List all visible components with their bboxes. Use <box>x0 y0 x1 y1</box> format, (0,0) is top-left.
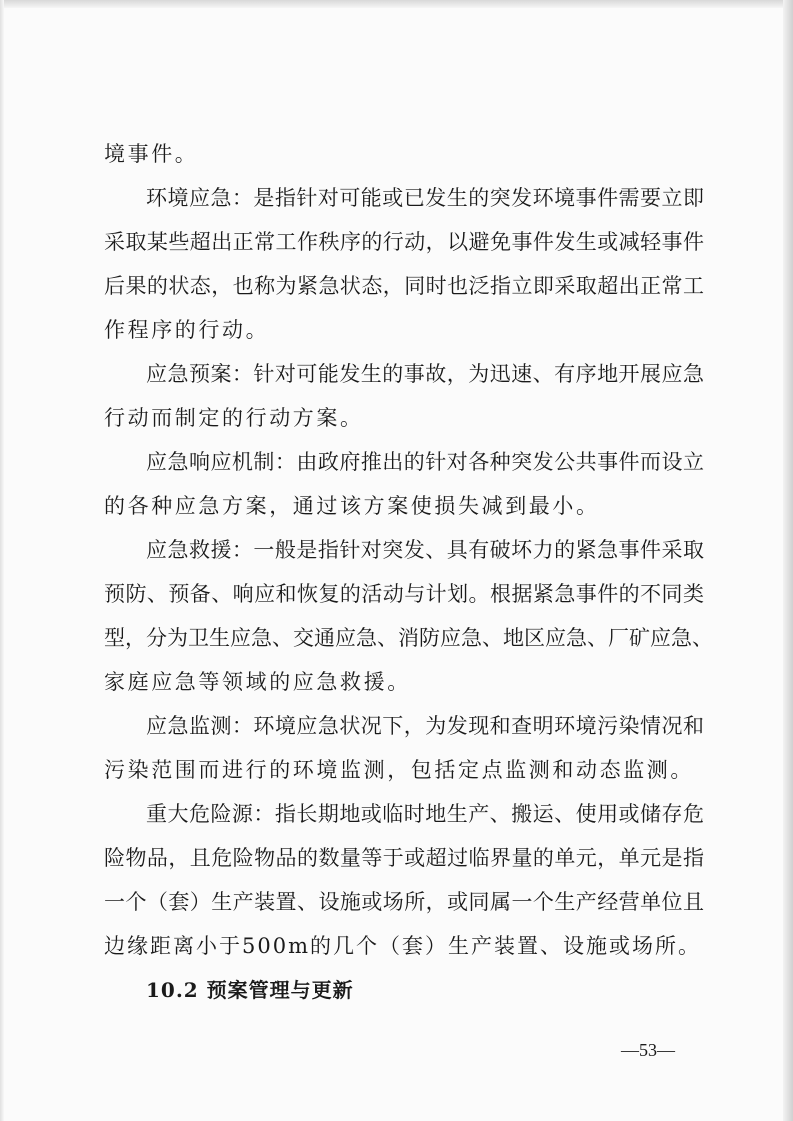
paragraph-environmental-emergency: 环境应急：是指针对可能或已发生的突发环境事件需要立即 <box>146 186 704 210</box>
section-heading: 10.2 预案管理与更新 <box>146 978 354 1002</box>
paragraph-major-hazard-source: 重大危险源：指长期地或临时地生产、搬运、使用或储存危 <box>146 802 704 826</box>
text-line: 预防、预备、响应和恢复的活动与计划。根据紧急事件的不同类 <box>104 582 704 606</box>
text-line: 污染范围而进行的环境监测，包括定点监测和动态监测。 <box>104 758 694 782</box>
text-line: 行动而制定的行动方案。 <box>104 406 364 430</box>
text-line: 后果的状态，也称为紧急状态，同时也泛指立即采取超出正常工 <box>104 274 704 298</box>
page-number: —53— <box>621 1040 675 1060</box>
text-line: 境事件。 <box>104 142 199 166</box>
scan-edge-right <box>783 0 793 1121</box>
text-line: 险物品，且危险物品的数量等于或超过临界量的单元，单元是指 <box>104 846 704 870</box>
text-line: 家庭应急等领域的应急救援。 <box>104 670 411 694</box>
scan-edge-top <box>0 0 793 8</box>
scan-edge-left <box>0 0 4 1121</box>
paragraph-response-mechanism: 应急响应机制：由政府推出的针对各种突发公共事件而设立 <box>146 450 704 474</box>
text-line: 的各种应急方案，通过该方案使损失减到最小。 <box>104 494 600 518</box>
paragraph-emergency-rescue: 应急救援：一般是指针对突发、具有破坏力的紧急事件采取 <box>146 538 704 562</box>
paragraph-emergency-monitoring: 应急监测：环境应急状况下，为发现和查明环境污染情况和 <box>146 714 704 738</box>
text-line: 边缘距离小于500m的几个（套）生产装置、设施或场所。 <box>104 934 701 958</box>
text-line: 作程序的行动。 <box>104 318 270 342</box>
paragraph-emergency-plan: 应急预案：针对可能发生的事故，为迅速、有序地开展应急 <box>146 362 704 386</box>
text-line: 型，分为卫生应急、交通应急、消防应急、地区应急、厂矿应急、 <box>104 626 713 650</box>
text-line: 一个（套）生产装置、设施或场所，或同属一个生产经营单位且 <box>104 890 704 914</box>
text-line: 采取某些超出正常工作秩序的行动，以避免事件发生或减轻事件 <box>104 230 704 254</box>
